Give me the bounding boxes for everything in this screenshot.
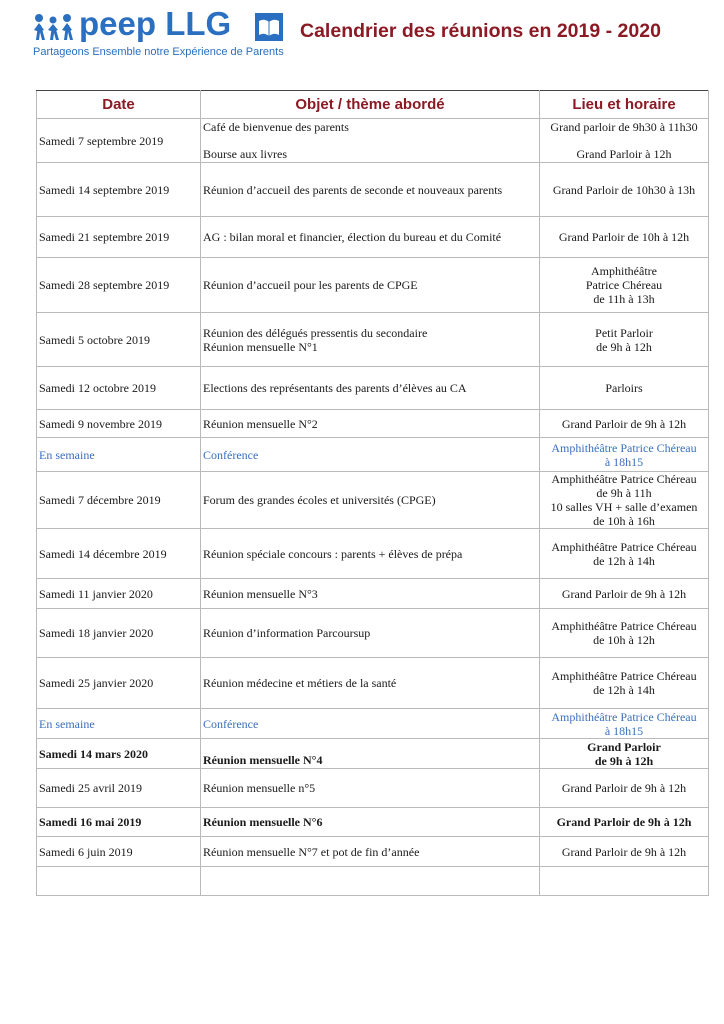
column-header-topic: Objet / thème abordé [201,91,540,119]
column-header-place: Lieu et horaire [540,91,709,119]
place-cell: Grand Parloir de 10h à 12h [540,217,709,258]
place-line: Amphithéâtre Patrice Chéreau [551,539,697,554]
table-row [37,609,709,658]
date-cell: Samedi 5 octobre 2019 [37,313,201,367]
table-row [37,258,709,313]
place-cell [540,709,709,739]
date-cell: En semaine [37,709,201,739]
table-row [37,313,709,367]
topic-cell: AG : bilan moral et financier, élection du bureau et du Comité [201,217,540,258]
date-cell: Samedi 12 octobre 2019 [37,367,201,410]
date-cell: Samedi 9 novembre 2019 [37,410,201,438]
place-line: Petit Parloir [595,325,653,340]
table-row [37,529,709,579]
page-title: Calendrier des réunions en 2019 - 2020 [300,20,661,42]
place-line: Patrice Chéreau [585,278,663,292]
place-line: de 9h à 12h [596,339,652,354]
place-line: de 11h à 13h [593,292,655,306]
topic-cell [201,119,540,163]
place-cell: Parloirs [540,367,709,410]
place-cell: Grand Parloir de 9h à 12h [540,769,709,808]
topic-cell: Réunion d’accueil des parents de seconde et nouveaux parents [201,163,540,217]
table-row [37,709,709,739]
date-cell: Samedi 21 septembre 2019 [37,217,201,258]
table-header-row [37,91,709,119]
open-book-icon [255,13,283,41]
place-cell [540,313,709,367]
place-cell [540,529,709,579]
table-row [37,438,709,472]
table-row [37,769,709,808]
place-cell: Grand Parloir de 9h à 12h [540,837,709,867]
date-cell: Samedi 18 janvier 2020 [37,609,201,658]
place-cell [540,438,709,472]
place-line: de 10h à 16h [593,514,655,528]
date-cell: Samedi 14 mars 2020 [37,739,201,769]
place-line: Amphithéâtre Patrice Chéreau [551,669,697,683]
table-row [37,472,709,529]
place-cell: Grand Parloir de 9h à 12h [540,579,709,609]
place-line: à 18h15 [604,723,644,738]
topic-cell: Elections des représentants des parents d’élèves au CA [201,367,540,410]
topic-line: Café de bienvenue des parents [203,120,349,134]
topic-cell [201,739,540,769]
place-line: de 12h à 14h [593,553,655,568]
topic-cell: Réunion d’information Parcoursup [201,609,540,658]
date-cell: En semaine [37,438,201,472]
date-cell: Samedi 25 avril 2019 [37,769,201,808]
place-line: Grand Parloir à 12h [576,147,672,161]
place-line: de 12h à 14h [593,683,655,697]
place-cell [540,119,709,163]
topic-line: Réunion mensuelle N°1 [203,339,318,354]
topic-line: Réunion des délégués pressentis du secondaire [203,325,428,340]
place-line: Amphithéâtre Patrice Chéreau [551,709,697,724]
place-cell [540,609,709,658]
place-cell [540,658,709,709]
people-icon [33,12,75,42]
logo-wordmark: peep LLG [79,5,232,42]
table-row [37,658,709,709]
date-cell: Samedi 6 juin 2019 [37,837,201,867]
topic-cell: Réunion spéciale concours : parents + élèves de prépa [201,529,540,579]
place-line: Grand parloir de 9h30 à 11h30 [550,120,698,134]
place-cell: Grand Parloir de 10h30 à 13h [540,163,709,217]
place-cell [540,472,709,529]
date-cell: Samedi 7 septembre 2019 [37,119,201,163]
empty-cell [201,867,540,896]
topic-line: Réunion mensuelle N°4 [203,752,323,767]
logo-tagline: Partageons Ensemble notre Expérience de Parents [33,46,284,58]
topic-cell: Réunion mensuelle N°7 et pot de fin d’année [201,837,540,867]
peep-logo [33,5,284,62]
empty-cell [37,867,201,896]
topic-cell: Réunion mensuelle N°6 [201,808,540,837]
place-line: Amphithéâtre Patrice Chéreau [551,619,697,633]
empty-row [37,867,709,896]
place-line: à 18h15 [604,454,644,469]
topic-cell: Forum des grandes écoles et universités (CPGE) [201,472,540,529]
topic-cell: Réunion d’accueil pour les parents de CPGE [201,258,540,313]
table-row [37,837,709,867]
place-line: de 10h à 12h [593,633,655,647]
topic-cell: Conférence [201,709,540,739]
place-cell [540,258,709,313]
place-line: de 9h à 12h [594,753,654,768]
table-row [37,119,709,163]
place-line: Amphithéâtre Patrice Chéreau [551,472,697,486]
topic-cell: Réunion médecine et métiers de la santé [201,658,540,709]
place-line: 10 salles VH + salle d’examen [550,500,698,514]
meetings-table [36,90,709,896]
topic-cell [201,313,540,367]
topic-line: Bourse aux livres [203,147,287,161]
table-row [37,163,709,217]
place-line: de 9h à 11h [596,486,652,500]
table-row [37,217,709,258]
table-row [37,579,709,609]
date-cell: Samedi 7 décembre 2019 [37,472,201,529]
date-cell: Samedi 14 décembre 2019 [37,529,201,579]
date-cell: Samedi 14 septembre 2019 [37,163,201,217]
place-cell: Grand Parloir de 9h à 12h [540,410,709,438]
table-row [37,739,709,769]
date-cell: Samedi 28 septembre 2019 [37,258,201,313]
topic-cell: Réunion mensuelle N°3 [201,579,540,609]
place-line: Amphithéâtre [591,264,657,278]
place-line: Amphithéâtre Patrice Chéreau [551,440,697,455]
topic-cell: Réunion mensuelle N°2 [201,410,540,438]
empty-cell [540,867,709,896]
topic-cell: Réunion mensuelle n°5 [201,769,540,808]
date-cell: Samedi 11 janvier 2020 [37,579,201,609]
place-cell: Grand Parloir de 9h à 12h [540,808,709,837]
place-line: Grand Parloir [587,739,661,754]
table-row [37,367,709,410]
table-row [37,808,709,837]
place-cell [540,739,709,769]
column-header-date: Date [37,91,201,119]
topic-cell: Conférence [201,438,540,472]
table-row [37,410,709,438]
date-cell: Samedi 16 mai 2019 [37,808,201,837]
date-cell: Samedi 25 janvier 2020 [37,658,201,709]
